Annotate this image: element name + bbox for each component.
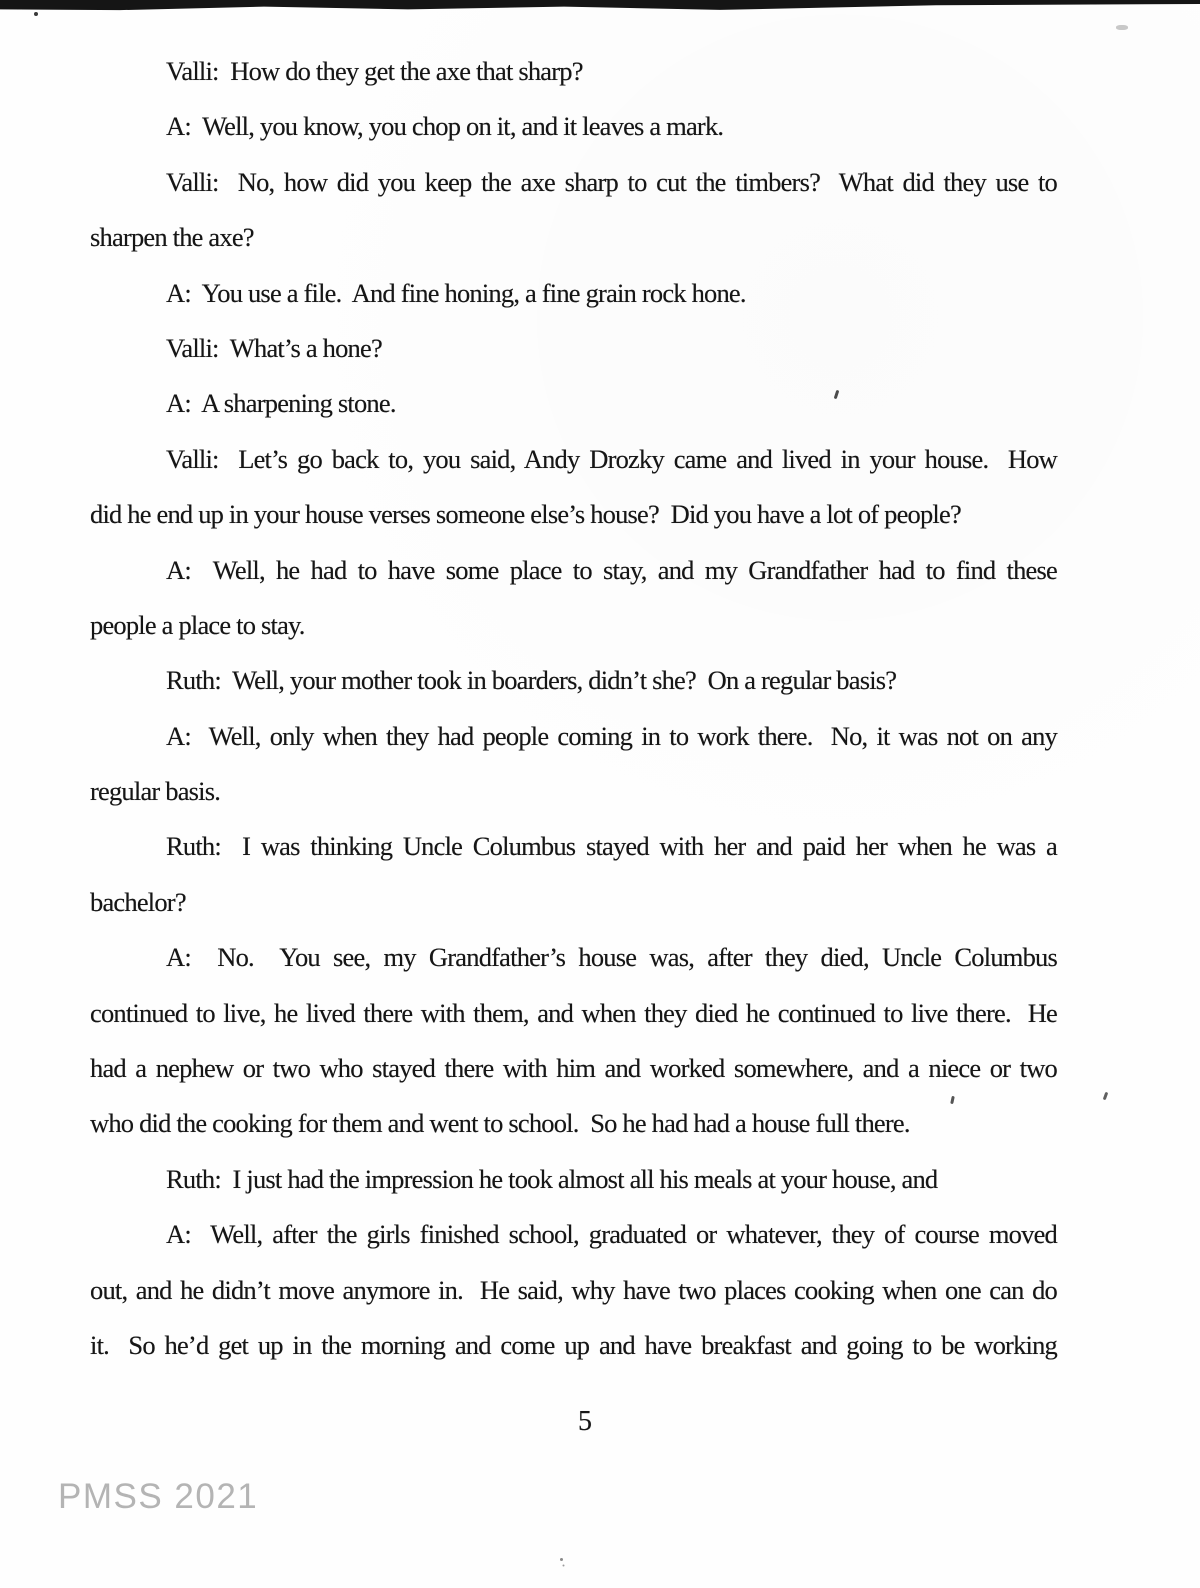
transcript-line: bachelor? [90,886,186,917]
transcript-line: continued to live, he lived there with them, and when they died he continued to live there. He [90,997,1057,1028]
scan-speck [560,1558,563,1561]
transcript-line: did he end up in your house verses someone else’s house? Did you have a lot of people? [90,499,961,530]
transcript-line: Ruth: Well, your mother took in boarders, didn’t she? On a regular basis? [166,665,897,696]
transcript-line: Ruth: I was thinking Uncle Columbus stayed with her and paid her when he was a [166,831,1057,862]
transcript-line: out, and he didn’t move anymore in. He said, why have two places cooking when one can do [90,1274,1057,1305]
transcript-line: Valli: Let’s go back to, you said, Andy Drozky came and lived in your house. How [166,443,1057,474]
transcript-line: A: Well, only when they had people coming in to work there. No, it was not on any [166,720,1057,751]
transcript-line: A: Well, he had to have some place to stay, and my Grandfather had to find these [166,554,1057,585]
transcript-line: A: No. You see, my Grandfather’s house was, after they died, Uncle Columbus [166,942,1057,973]
transcript-line: A: You use a file. And fine honing, a fine grain rock hone. [166,277,746,308]
transcript-line: people a place to stay. [90,609,305,640]
transcript-line: had a nephew or two who stayed there with him and worked somewhere, and a niece or two [90,1053,1057,1084]
transcript-line: sharpen the axe? [90,222,254,253]
transcript-line: A: Well, you know, you chop on it, and it leaves a mark. [166,111,724,142]
transcript-line: Valli: What’s a hone? [166,332,382,363]
transcript-line: Ruth: I just had the impression he took almost all his meals at your house, and [166,1163,938,1194]
scan-artifact-top-band [0,0,1200,11]
scan-speck [34,12,38,16]
transcript [90,44,1057,1373]
transcript-line: who did the cooking for them and went to school. So he had had a house full there. [90,1108,910,1139]
transcript-line: Valli: How do they get the axe that sharp? [166,56,583,86]
transcript-line: it. So he’d get up in the morning and come up and have breakfast and going to be working [90,1329,1057,1360]
transcript-line: Valli: No, how did you keep the axe sharp to cut the timbers? What did they use to [166,166,1057,197]
watermark: PMSS 2021 [58,1477,259,1516]
transcript-line: A: A sharpening stone. [166,388,396,419]
transcript-line: A: Well, after the girls finished school, graduated or whatever, they of course moved [166,1219,1057,1250]
scan-smudge [1116,25,1128,30]
page-number: 5 [578,1406,592,1437]
scan-speck [1103,1092,1109,1101]
transcript-line: regular basis. [90,776,221,807]
